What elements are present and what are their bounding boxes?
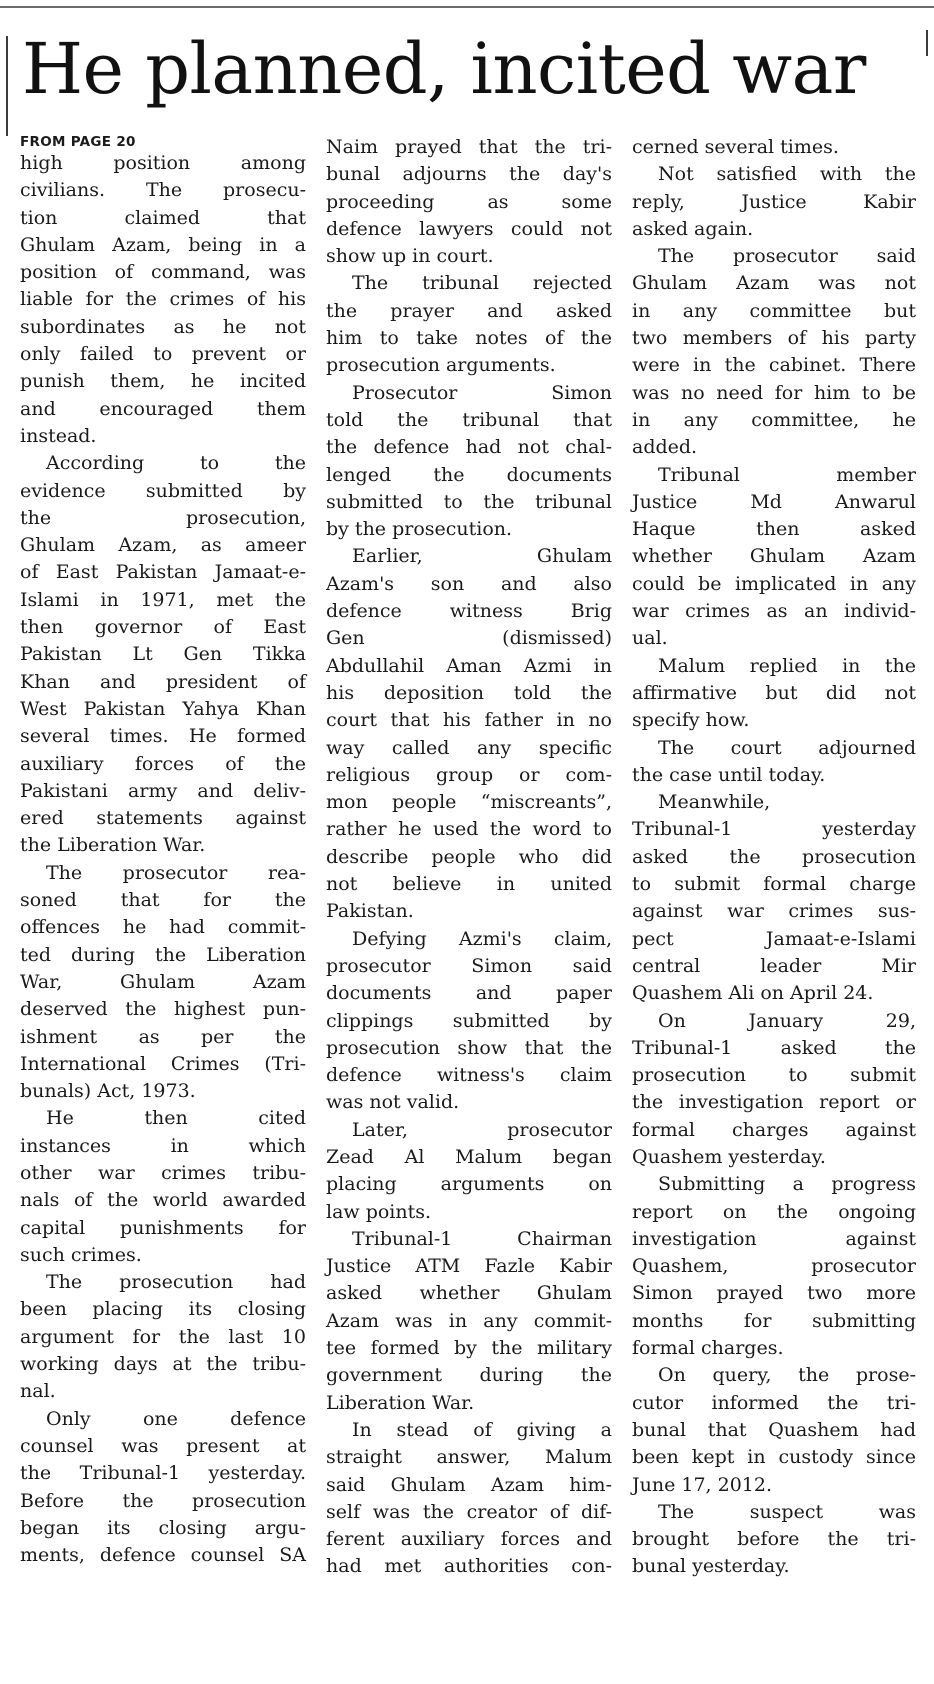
text-line: Pakistani army and deliv- [20,779,306,802]
text-line: On January 29, [658,1009,916,1032]
text-line: Later, prosecutor [352,1118,612,1141]
kicker: FROM PAGE 20 [20,134,136,150]
text-line: two members of his party [632,327,916,350]
text-line: Tribunal-1 yesterday [632,818,916,841]
text-line: ted during the Liberation [20,943,306,966]
text-line: the defence had not chal- [326,436,612,459]
text-line: court that his father in no [326,709,612,732]
text-line: such crimes. [20,1243,142,1266]
text-line: was not valid. [326,1091,460,1114]
text-line: Defying Azmi's claim, [352,927,612,950]
text-line: only failed to prevent or [20,343,306,366]
text-line: Not satisfied with the [658,163,916,186]
text-line: Liberation War. [326,1391,475,1414]
text-line: instead. [20,424,97,447]
text-line: soned that for the [20,889,306,912]
text-line: to submit formal charge [632,873,916,896]
text-line: asked again. [632,217,754,240]
column-1-lines [20,150,306,1569]
column-2-lines [326,134,612,1581]
text-line: Ghulam Azam was not [632,272,916,295]
text-line: In stead of giving a [352,1418,612,1441]
text-line: added. [632,436,698,459]
text-line: against war crimes sus- [632,900,916,923]
text-line: counsel was present at [20,1434,306,1457]
left-column-rule [6,36,8,136]
text-line: cerned several times. [632,136,839,158]
text-line: several times. He formed [20,725,306,748]
text-line: by the prosecution. [326,518,513,541]
text-line: civilians. The prosecu- [20,179,306,202]
text-line: said Ghulam Azam him- [326,1473,612,1496]
text-line: evidence submitted by [20,479,306,502]
text-line: central leader Mir [632,954,916,977]
text-line: the Liberation War. [20,834,206,857]
text-line: Azam's son and also [326,572,612,595]
text-line: Tribunal-1 asked the [632,1036,916,1059]
text-line: way called any specific [326,736,612,759]
text-line: documents and paper [326,982,612,1005]
text-line: could be implicated in any [632,572,916,595]
text-line: his deposition told the [326,681,612,704]
text-line: Submitting a progress [658,1173,916,1196]
text-line: Islami in 1971, met the [20,588,306,611]
text-line: Quashem yesterday. [632,1145,826,1168]
text-line: West Pakistan Yahya Khan [20,697,306,720]
text-line: brought before the tri- [632,1528,916,1551]
text-line: The court adjourned [658,736,916,759]
text-line: June 17, 2012. [632,1473,773,1496]
text-line: bunal adjourns the day's [326,163,612,186]
text-line: instances in which [20,1134,306,1157]
text-line: Simon prayed two more [632,1282,916,1305]
text-line: Only one defence [46,1407,306,1430]
text-line: The tribunal rejected [352,272,612,295]
text-line: lenged the documents [326,463,612,486]
text-line: government during the [326,1364,612,1387]
right-column-rule [926,30,928,56]
text-line: Pakistan. [326,900,414,923]
text-line: report on the ongoing [632,1200,916,1223]
text-line: show up in court. [326,245,494,268]
text-line: subordinates as he not [20,315,306,338]
text-line: specify how. [632,709,750,732]
text-line: Azam was in any commit- [326,1309,612,1332]
text-line: defence witness Brig [326,600,612,623]
text-line: Quashem Ali on April 24. [632,982,874,1005]
text-line: International Crimes (Tri- [20,1052,306,1075]
text-line: Meanwhile, [658,791,771,814]
text-line: not believe in united [326,873,612,896]
text-line: The prosecutor said [658,245,916,268]
text-line: tee formed by the military [326,1337,612,1360]
text-line: Pakistan Lt Gen Tikka [20,643,306,666]
text-line: asked whether Ghulam [326,1282,612,1305]
text-line: Gen (dismissed) [326,627,612,650]
text-line: asked the prosecution [632,845,916,868]
article-column-1 [20,134,306,1569]
text-line: describe people who did [326,845,612,868]
text-line: months for submitting [632,1309,916,1332]
text-line: working days at the tribu- [20,1353,306,1376]
text-line: rather he used the word to [326,818,612,841]
text-line: Abdullahil Aman Azmi in [326,654,612,677]
text-line: liable for the crimes of his [20,288,306,311]
text-line: tion claimed that [20,206,306,229]
text-line: cutor informed the tri- [632,1391,916,1414]
text-line: Zead Al Malum began [326,1145,612,1168]
text-line: deserved the highest pun- [20,998,306,1021]
text-line: in any committee, he [632,408,916,431]
text-line: Malum replied in the [658,654,916,677]
text-line: been placing its closing [20,1298,306,1321]
article-column-2 [326,134,612,1581]
text-line: The prosecutor rea- [46,861,306,884]
text-line: other war crimes tribu- [20,1161,306,1184]
text-line: bunal yesterday. [632,1555,790,1578]
text-line: high position among [20,152,306,174]
text-line: Prosecutor Simon [352,381,612,404]
text-line: nals of the world awarded [20,1189,306,1212]
text-line: bunals) Act, 1973. [20,1080,196,1103]
text-line: investigation against [632,1227,916,1250]
text-line: formal charges against [632,1118,916,1141]
text-line: auxiliary forces of the [20,752,306,775]
text-line: straight answer, Malum [326,1446,612,1469]
text-line: argument for the last 10 [20,1325,306,1348]
text-line: Justice ATM Fazle Kabir [326,1255,612,1278]
text-line: position of command, was [20,261,306,284]
text-line: On query, the prose- [658,1364,916,1387]
text-line: reply, Justice Kabir [632,190,916,213]
text-line: told the tribunal that [326,408,612,431]
text-line: ered statements against [20,807,306,830]
text-line: Justice Md Anwarul [632,490,916,513]
text-line: Earlier, Ghulam [352,545,612,568]
text-line: the case until today. [632,763,826,786]
text-line: the investigation report or [632,1091,916,1114]
text-line: Ghulam Azam, being in a [20,233,306,256]
text-line: prosecution to submit [632,1064,916,1087]
text-line: and encouraged them [20,397,306,420]
text-line: were in the cabinet. There [632,354,916,377]
text-line: The prosecution had [46,1271,306,1294]
text-line: Tribunal-1 Chairman [352,1227,612,1250]
top-rule [0,6,934,8]
text-line: him to take notes of the [326,327,612,350]
text-line: bunal that Quashem had [632,1418,916,1441]
text-line: the prayer and asked [326,299,612,322]
text-line: prosecutor Simon said [326,954,612,977]
text-line: self was the creator of dif- [326,1500,612,1523]
text-line: of East Pakistan Jamaat-e- [20,561,306,584]
text-line: began its closing argu- [20,1516,306,1539]
text-line: submitted to the tribunal [326,490,612,513]
text-line: in any committee but [632,299,916,322]
text-line: placing arguments on [326,1173,612,1196]
text-line: war crimes as an individ- [632,600,916,623]
text-line: ments, defence counsel SA [20,1544,306,1567]
text-line: been kept in custody since [632,1446,916,1469]
text-line: prosecution show that the [326,1036,612,1059]
text-line: was no need for him to be [632,381,916,404]
text-line: ferent auxiliary forces and [326,1528,612,1551]
text-line: Tribunal member [658,463,916,486]
text-line: nal. [20,1380,56,1403]
text-line: formal charges. [632,1337,784,1360]
text-line: defence lawyers could not [326,217,612,240]
text-line: punish them, he incited [20,370,306,393]
text-line: mon people “miscreants”, [326,791,612,814]
text-line: prosecution arguments. [326,354,556,377]
headline: He planned, incited war [22,28,866,110]
text-line: defence witness's claim [326,1064,612,1087]
article-column-3 [632,134,916,1581]
text-line: clippings submitted by [326,1009,612,1032]
text-line: Ghulam Azam, as ameer [20,534,306,557]
text-line: offences he had commit- [20,916,306,939]
text-line: had met authorities con- [326,1555,612,1578]
text-line: Before the prosecution [20,1489,306,1512]
text-line: proceeding as some [326,190,612,213]
text-line: pect Jamaat-e-Islami [632,927,916,950]
text-line: He then cited [46,1107,306,1130]
text-line: War, Ghulam Azam [20,970,306,993]
text-line: Khan and president of [20,670,306,693]
text-line: The suspect was [658,1500,916,1523]
text-line: whether Ghulam Azam [632,545,916,568]
text-line: affirmative but did not [632,681,916,704]
text-line: According to the [46,452,306,475]
column-3-lines [632,134,916,1581]
text-line: Haque then asked [632,518,916,541]
text-line: the Tribunal-1 yesterday. [20,1462,306,1485]
text-line: then governor of East [20,616,306,639]
text-line: the prosecution, [20,506,306,529]
text-line: Quashem, prosecutor [632,1255,916,1278]
text-line: religious group or com- [326,763,612,786]
text-line: law points. [326,1200,432,1223]
text-line: ual. [632,627,668,650]
text-line: capital punishments for [20,1216,306,1239]
text-line: ishment as per the [20,1025,306,1048]
text-line: Naim prayed that the tri- [326,136,612,158]
